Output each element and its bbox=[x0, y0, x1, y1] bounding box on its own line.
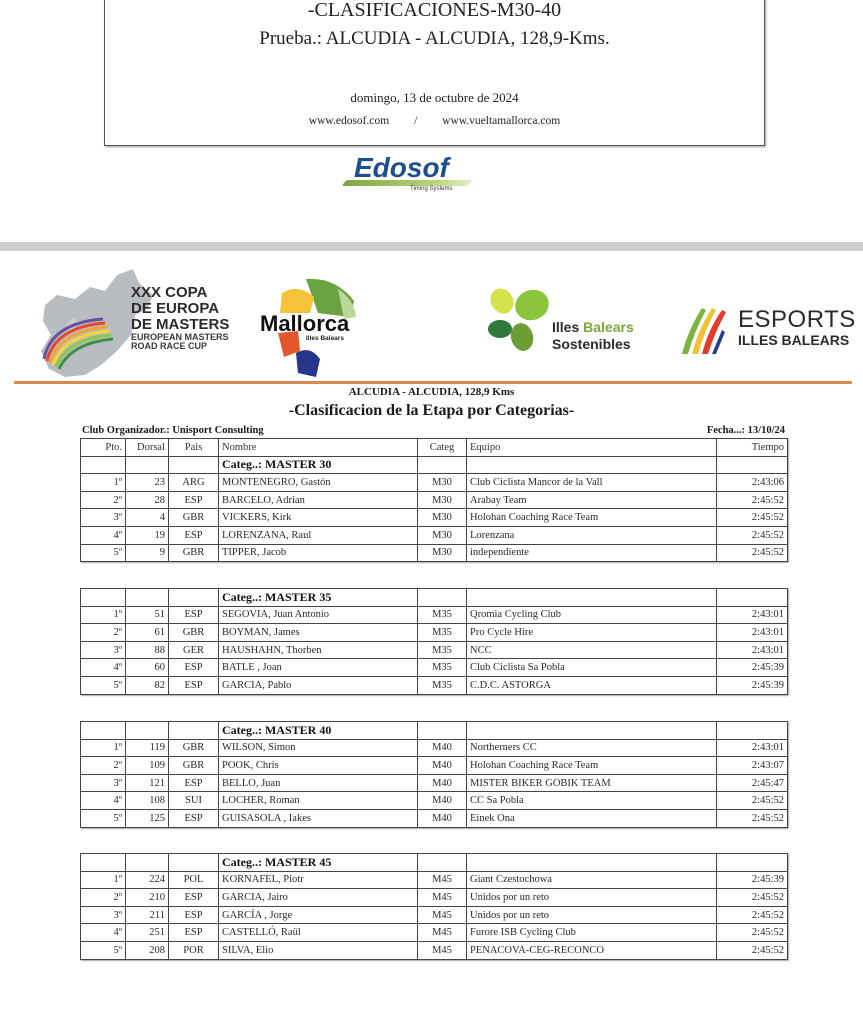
table-row bbox=[81, 509, 788, 527]
cell-nombre: GARCÍA , Jorge bbox=[219, 906, 418, 924]
table-row bbox=[81, 624, 788, 642]
cell-nombre: SILVA, Elio bbox=[219, 941, 418, 959]
empty-cell bbox=[418, 854, 467, 872]
cell-dorsal: 108 bbox=[126, 792, 169, 810]
table-row bbox=[81, 491, 788, 509]
empty-cell bbox=[717, 722, 788, 740]
cell-pto: 1º bbox=[81, 606, 126, 624]
cell-equipo: Northerners CC bbox=[467, 739, 717, 757]
cell-tiempo: 2:45:52 bbox=[717, 809, 788, 827]
cell-nombre: GUISASOLA , Iakes bbox=[219, 809, 418, 827]
cell-categ: M40 bbox=[418, 739, 467, 757]
copa-line1: XXX COPA bbox=[131, 284, 208, 301]
cell-pais: ARG bbox=[169, 474, 219, 492]
cell-dorsal: 125 bbox=[126, 809, 169, 827]
cell-nombre: GARCIA, Pablo bbox=[219, 676, 418, 694]
cell-pais: GBR bbox=[169, 624, 219, 642]
cell-tiempo: 2:45:52 bbox=[717, 491, 788, 509]
cell-equipo: NCC bbox=[467, 641, 717, 659]
edosof-logo bbox=[342, 152, 474, 196]
results-table-4 bbox=[80, 853, 788, 960]
cell-nombre: TIPPER, Jacob bbox=[219, 544, 418, 562]
cell-tiempo: 2:43:01 bbox=[717, 624, 788, 642]
category-header-row bbox=[81, 589, 788, 607]
cell-tiempo: 2:45:39 bbox=[717, 659, 788, 677]
mallorca-logo-sub: Illes Balears bbox=[306, 335, 344, 342]
column-header-dorsal: Dorsal bbox=[126, 439, 169, 457]
empty-cell bbox=[418, 456, 467, 474]
table-row bbox=[81, 641, 788, 659]
cell-pto: 3º bbox=[81, 509, 126, 527]
copa-line5: ROAD RACE CUP bbox=[131, 341, 208, 351]
cell-tiempo: 2:43:01 bbox=[717, 606, 788, 624]
cell-tiempo: 2:45:52 bbox=[717, 509, 788, 527]
illes-balears-sostenibles-logo bbox=[488, 285, 648, 360]
empty-cell bbox=[126, 589, 169, 607]
cell-pto: 5º bbox=[81, 809, 126, 827]
cell-equipo: Holohan Coaching Race Team bbox=[467, 509, 717, 527]
cell-equipo: Giant Czestochowa bbox=[467, 871, 717, 889]
clover-leaf-icon bbox=[488, 285, 552, 360]
table-row bbox=[81, 757, 788, 775]
cell-pais: GBR bbox=[169, 509, 219, 527]
cell-dorsal: 61 bbox=[126, 624, 169, 642]
cell-tiempo: 2:45:39 bbox=[717, 676, 788, 694]
cell-categ: M30 bbox=[418, 526, 467, 544]
cell-pais: ESP bbox=[169, 906, 219, 924]
cell-dorsal: 251 bbox=[126, 924, 169, 942]
link-separator: / bbox=[414, 115, 418, 127]
cell-dorsal: 224 bbox=[126, 871, 169, 889]
cell-equipo: Einek Ona bbox=[467, 809, 717, 827]
cell-pais: GBR bbox=[169, 739, 219, 757]
category-header-row bbox=[81, 722, 788, 740]
table-row bbox=[81, 774, 788, 792]
table-row bbox=[81, 906, 788, 924]
cell-pto: 5º bbox=[81, 544, 126, 562]
cell-pais: ESP bbox=[169, 659, 219, 677]
cell-categ: M45 bbox=[418, 889, 467, 907]
column-header-categ: Categ bbox=[418, 439, 467, 457]
cell-dorsal: 19 bbox=[126, 526, 169, 544]
cell-categ: M35 bbox=[418, 624, 467, 642]
empty-cell bbox=[81, 854, 126, 872]
cell-categ: M30 bbox=[418, 491, 467, 509]
cell-pto: 5º bbox=[81, 676, 126, 694]
cell-pto: 2º bbox=[81, 757, 126, 775]
results-table-1 bbox=[80, 438, 788, 562]
cell-pais: ESP bbox=[169, 774, 219, 792]
cell-tiempo: 2:45:52 bbox=[717, 526, 788, 544]
table-row bbox=[81, 809, 788, 827]
cell-pto: 4º bbox=[81, 792, 126, 810]
cell-dorsal: 208 bbox=[126, 941, 169, 959]
esports-stripes-icon bbox=[678, 300, 738, 360]
cell-tiempo: 2:43:07 bbox=[717, 757, 788, 775]
cell-dorsal: 4 bbox=[126, 509, 169, 527]
cover-title: -CLASIFICACIONES-M30-40 bbox=[307, 0, 562, 21]
cell-tiempo: 2:45:39 bbox=[717, 871, 788, 889]
cell-nombre: BELLO, Juan bbox=[219, 774, 418, 792]
table-row bbox=[81, 659, 788, 677]
results-table-2 bbox=[80, 588, 788, 695]
sostenibles-word: Sostenibles bbox=[552, 336, 631, 352]
table-row bbox=[81, 474, 788, 492]
cell-categ: M35 bbox=[418, 659, 467, 677]
cell-pais: POL bbox=[169, 871, 219, 889]
cell-pais: ESP bbox=[169, 924, 219, 942]
empty-cell bbox=[81, 722, 126, 740]
table-row bbox=[81, 544, 788, 562]
empty-cell bbox=[169, 854, 219, 872]
illes-word: Illes bbox=[552, 319, 580, 335]
cell-pto: 2º bbox=[81, 624, 126, 642]
cell-equipo: Club Ciclista Sa Pobla bbox=[467, 659, 717, 677]
stage-route: ALCUDIA - ALCUDIA, 128,9 Kms bbox=[348, 386, 515, 398]
table-row bbox=[81, 924, 788, 942]
cell-nombre: MONTENEGRO, Gastón bbox=[219, 474, 418, 492]
cell-pais: ESP bbox=[169, 491, 219, 509]
cell-equipo: Unidos por un reto bbox=[467, 906, 717, 924]
cover-links bbox=[105, 115, 764, 127]
cell-equipo: Pro Cycle Hire bbox=[467, 624, 717, 642]
cell-pto: 1º bbox=[81, 739, 126, 757]
category-label: Categ..: MASTER 35 bbox=[219, 589, 418, 607]
esports-logo-sub: ILLES BALEARS bbox=[738, 332, 850, 348]
cell-equipo: Club Ciclista Mancor de la Vall bbox=[467, 474, 717, 492]
club-organizer: Club Organizador.: Unisport Consulting bbox=[82, 425, 264, 436]
cell-categ: M35 bbox=[418, 676, 467, 694]
esports-logo-word: ESPORTS bbox=[738, 306, 856, 333]
cell-nombre: BOYMAN, James bbox=[219, 624, 418, 642]
empty-cell bbox=[717, 854, 788, 872]
cell-categ: M40 bbox=[418, 809, 467, 827]
cell-pais: ESP bbox=[169, 606, 219, 624]
esports-illes-balears-logo bbox=[678, 300, 858, 360]
cell-pto: 1º bbox=[81, 474, 126, 492]
cell-dorsal: 28 bbox=[126, 491, 169, 509]
cell-tiempo: 2:43:06 bbox=[717, 474, 788, 492]
cell-tiempo: 2:45:52 bbox=[717, 906, 788, 924]
cell-dorsal: 51 bbox=[126, 606, 169, 624]
cell-nombre: BATLE , Joan bbox=[219, 659, 418, 677]
cell-categ: M40 bbox=[418, 757, 467, 775]
page-separator bbox=[0, 242, 863, 251]
cell-categ: M30 bbox=[418, 509, 467, 527]
empty-cell bbox=[717, 456, 788, 474]
edosof-logo-tagline: Timing Systems bbox=[410, 186, 453, 192]
cell-equipo: Arabay Team bbox=[467, 491, 717, 509]
cell-categ: M40 bbox=[418, 792, 467, 810]
cell-categ: M35 bbox=[418, 606, 467, 624]
empty-cell bbox=[467, 456, 717, 474]
empty-cell bbox=[169, 456, 219, 474]
cell-dorsal: 88 bbox=[126, 641, 169, 659]
empty-cell bbox=[81, 589, 126, 607]
cell-nombre: SEGOVIA, Juan Antonio bbox=[219, 606, 418, 624]
cell-categ: M45 bbox=[418, 906, 467, 924]
copa-line3: DE MASTERS bbox=[131, 316, 230, 333]
table-header-row bbox=[81, 439, 788, 457]
cell-nombre: CASTELLÓ, Raül bbox=[219, 924, 418, 942]
cell-categ: M45 bbox=[418, 871, 467, 889]
cell-nombre: GARCIA, Jairo bbox=[219, 889, 418, 907]
cell-tiempo: 2:45:52 bbox=[717, 889, 788, 907]
copa-line2: DE EUROPA bbox=[131, 300, 220, 317]
category-label: Categ..: MASTER 30 bbox=[219, 456, 418, 474]
cell-categ: M35 bbox=[418, 641, 467, 659]
cell-pto: 3º bbox=[81, 774, 126, 792]
cell-dorsal: 60 bbox=[126, 659, 169, 677]
table-row bbox=[81, 739, 788, 757]
stage-date: Fecha...: 13/10/24 bbox=[706, 425, 785, 436]
column-header-equipo: Equipo bbox=[467, 439, 717, 457]
cell-tiempo: 2:45:52 bbox=[717, 544, 788, 562]
cell-equipo: Furore ISB Cycling Club bbox=[467, 924, 717, 942]
category-label: Categ..: MASTER 40 bbox=[219, 722, 418, 740]
cell-tiempo: 2:45:52 bbox=[717, 941, 788, 959]
edosof-logo-word: Edosof bbox=[354, 152, 449, 183]
empty-cell bbox=[81, 456, 126, 474]
illes-text bbox=[552, 319, 634, 353]
cell-pais: GER bbox=[169, 641, 219, 659]
cell-equipo: MISTER BIKER GOBIK TEAM bbox=[467, 774, 717, 792]
cell-dorsal: 121 bbox=[126, 774, 169, 792]
cell-dorsal: 119 bbox=[126, 739, 169, 757]
copa-text bbox=[131, 285, 229, 351]
cell-pais: ESP bbox=[169, 809, 219, 827]
cell-tiempo: 2:43:01 bbox=[717, 739, 788, 757]
orange-divider bbox=[14, 381, 852, 384]
empty-cell bbox=[126, 722, 169, 740]
cell-tiempo: 2:45:52 bbox=[717, 924, 788, 942]
cell-pto: 4º bbox=[81, 526, 126, 544]
cell-categ: M40 bbox=[418, 774, 467, 792]
cell-equipo: Lorenzana bbox=[467, 526, 717, 544]
empty-cell bbox=[169, 589, 219, 607]
cell-nombre: POOK, Chris bbox=[219, 757, 418, 775]
cell-nombre: LORENZANA, Raul bbox=[219, 526, 418, 544]
cell-equipo: Holohan Coaching Race Team bbox=[467, 757, 717, 775]
cell-dorsal: 23 bbox=[126, 474, 169, 492]
cell-pto: 3º bbox=[81, 906, 126, 924]
cell-pais: GBR bbox=[169, 544, 219, 562]
cell-nombre: KORNAFEL, Piotr bbox=[219, 871, 418, 889]
mallorca-logo bbox=[258, 273, 368, 383]
cell-pto: 1º bbox=[81, 871, 126, 889]
cell-equipo: Unidos por un reto bbox=[467, 889, 717, 907]
category-header-row bbox=[81, 854, 788, 872]
cell-categ: M45 bbox=[418, 941, 467, 959]
table-row bbox=[81, 871, 788, 889]
cell-pais: ESP bbox=[169, 526, 219, 544]
cell-equipo: PENACOVA-CEG-RECONCO bbox=[467, 941, 717, 959]
cell-pto: 5º bbox=[81, 941, 126, 959]
cell-tiempo: 2:43:01 bbox=[717, 641, 788, 659]
empty-cell bbox=[467, 722, 717, 740]
empty-cell bbox=[467, 854, 717, 872]
cell-nombre: BARCELO, Adrian bbox=[219, 491, 418, 509]
stage-title: -Clasificacion de la Etapa por Categorias- bbox=[288, 402, 575, 419]
category-header-row bbox=[81, 456, 788, 474]
cell-pais: ESP bbox=[169, 889, 219, 907]
cell-dorsal: 211 bbox=[126, 906, 169, 924]
cell-categ: M30 bbox=[418, 544, 467, 562]
copa-europa-logo bbox=[35, 265, 245, 383]
cell-pto: 4º bbox=[81, 924, 126, 942]
table-row bbox=[81, 792, 788, 810]
empty-cell bbox=[126, 456, 169, 474]
cell-categ: M45 bbox=[418, 924, 467, 942]
cell-pais: SUI bbox=[169, 792, 219, 810]
cell-nombre: VICKERS, Kirk bbox=[219, 509, 418, 527]
cell-equipo: independiente bbox=[467, 544, 717, 562]
cell-equipo: Qromia Cycling Club bbox=[467, 606, 717, 624]
cell-equipo: CC Sa Pobla bbox=[467, 792, 717, 810]
cell-pto: 3º bbox=[81, 641, 126, 659]
empty-cell bbox=[418, 589, 467, 607]
cell-tiempo: 2:45:52 bbox=[717, 792, 788, 810]
cover-date: domingo, 13 de octubre de 2024 bbox=[350, 90, 519, 105]
cell-pto: 4º bbox=[81, 659, 126, 677]
cell-pto: 2º bbox=[81, 491, 126, 509]
cell-nombre: LOCHER, Roman bbox=[219, 792, 418, 810]
table-row bbox=[81, 606, 788, 624]
empty-cell bbox=[169, 722, 219, 740]
category-label: Categ..: MASTER 45 bbox=[219, 854, 418, 872]
table-row bbox=[81, 941, 788, 959]
link-vueltamallorca[interactable]: www.vueltamallorca.com bbox=[442, 115, 561, 127]
mallorca-logo-word: Mallorca bbox=[260, 311, 350, 336]
empty-cell bbox=[418, 722, 467, 740]
cell-dorsal: 109 bbox=[126, 757, 169, 775]
cell-tiempo: 2:45:47 bbox=[717, 774, 788, 792]
cell-nombre: HAUSHAHN, Thorben bbox=[219, 641, 418, 659]
cell-pais: ESP bbox=[169, 676, 219, 694]
cover-subtitle: Prueba.: ALCUDIA - ALCUDIA, 128,9-Kms. bbox=[259, 28, 610, 49]
table-row bbox=[81, 526, 788, 544]
table-row bbox=[81, 889, 788, 907]
column-header-pais: Pais bbox=[169, 439, 219, 457]
copa-line4: EUROPEAN MASTERS bbox=[131, 332, 229, 342]
cell-pais: POR bbox=[169, 941, 219, 959]
empty-cell bbox=[126, 854, 169, 872]
cell-pais: GBR bbox=[169, 757, 219, 775]
empty-cell bbox=[717, 589, 788, 607]
column-header-tiempo: Tiempo bbox=[717, 439, 788, 457]
cell-pto: 2º bbox=[81, 889, 126, 907]
cell-dorsal: 82 bbox=[126, 676, 169, 694]
column-header-pto: Pto. bbox=[81, 439, 126, 457]
empty-cell bbox=[467, 589, 717, 607]
table-row bbox=[81, 676, 788, 694]
balears-word: Balears bbox=[583, 319, 634, 335]
cell-equipo: C.D.C. ASTORGA bbox=[467, 676, 717, 694]
cell-nombre: WILSON, Simon bbox=[219, 739, 418, 757]
cell-dorsal: 210 bbox=[126, 889, 169, 907]
column-header-nombre: Nombre bbox=[219, 439, 418, 457]
cell-categ: M30 bbox=[418, 474, 467, 492]
link-edosof[interactable]: www.edosof.com bbox=[308, 115, 390, 127]
results-table-3 bbox=[80, 721, 788, 828]
cell-dorsal: 9 bbox=[126, 544, 169, 562]
cover-box bbox=[104, 0, 765, 146]
